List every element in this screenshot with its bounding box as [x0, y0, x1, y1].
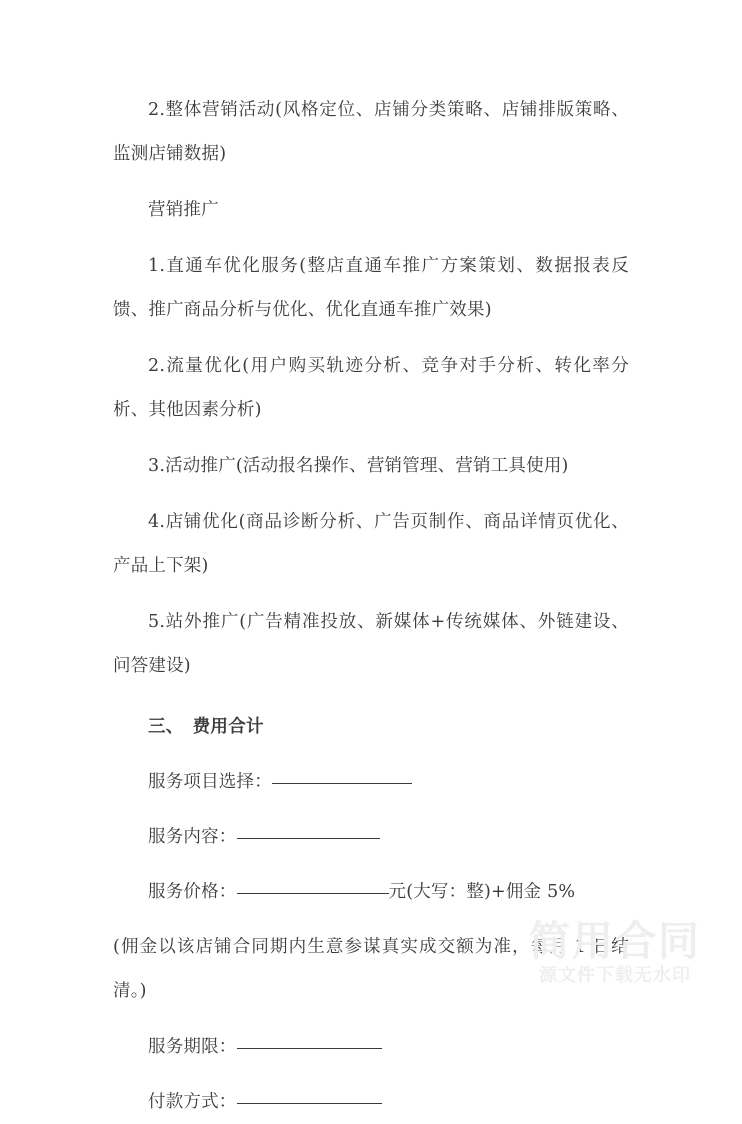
section-heading-fee-total	[113, 705, 629, 749]
field-service-price	[113, 870, 629, 914]
field-blank-service-item-selection[interactable]	[272, 766, 412, 784]
field-label-payment-method: 付款方式：	[148, 1092, 237, 1112]
paragraph-traffic-optimization: 2.流量优化(用户购买轨迹分析、竞争对手分析、转化率分析、其他因素分析)	[113, 356, 629, 420]
paragraph-spacer	[113, 489, 629, 500]
field-blank-payment-method[interactable]	[237, 1086, 382, 1104]
paragraph-spacer	[113, 433, 629, 444]
field-blank-service-price[interactable]	[237, 876, 389, 894]
document-content	[113, 88, 629, 1124]
field-suffix-service-price: 元(大写：整)+佣金 5%	[388, 882, 576, 902]
field-spacer	[113, 804, 629, 815]
field-label-service-item-selection: 服务项目选择：	[148, 772, 272, 792]
field-service-content	[113, 815, 629, 859]
paragraph-spacer	[113, 589, 629, 600]
field-service-item-selection	[113, 760, 629, 804]
section-spacer	[113, 749, 629, 760]
paragraph-activity-promotion: 3.活动推广(活动报名操作、营销管理、营销工具使用)	[148, 456, 569, 476]
field-label-service-price: 服务价格：	[148, 882, 237, 902]
paragraph-store-optimization: 4.店铺优化(商品诊断分析、广告页制作、商品详情页优化、产品上下架)	[113, 512, 629, 576]
paragraph-offsite-promotion: 5.站外推广(广告精准投放、新媒体+传统媒体、外链建设、问答建设)	[113, 612, 629, 676]
field-label-service-period: 服务期限：	[148, 1037, 237, 1057]
section-spacer	[113, 689, 629, 705]
field-spacer	[113, 1069, 629, 1080]
paragraph-spacer	[113, 333, 629, 344]
field-payment-method	[113, 1080, 629, 1124]
paragraph-zhitongche: 1.直通车优化服务(整店直通车推广方案策划、数据报表反馈、推广商品分析与优化、优化直通车推广效果)	[113, 256, 629, 320]
paragraph-commission-note: (佣金以该店铺合同期内生意参谋真实成交额为准，每月 1 日结清。)	[113, 937, 629, 1001]
section-number: 三、	[148, 717, 184, 737]
note-spacer	[113, 914, 629, 925]
field-blank-service-content[interactable]	[237, 821, 380, 839]
paragraph-spacer	[113, 233, 629, 244]
paragraph-spacer	[113, 177, 629, 188]
paragraph-overall-marketing: 2.整体营销活动(风格定位、店铺分类策略、店铺排版策略、监测店铺数据)	[113, 100, 629, 164]
field-spacer	[113, 1014, 629, 1025]
field-service-period	[113, 1025, 629, 1069]
watermark-subtitle-text: 源文件下载无水印	[539, 965, 691, 986]
field-label-service-content: 服务内容：	[148, 827, 237, 847]
field-spacer	[113, 859, 629, 870]
section-title: 费用合计	[192, 717, 264, 737]
watermark-brand-text: 简用合同	[529, 917, 701, 965]
paragraph-marketing-promotion-heading: 营销推广	[148, 200, 219, 220]
field-blank-service-period[interactable]	[237, 1031, 382, 1049]
